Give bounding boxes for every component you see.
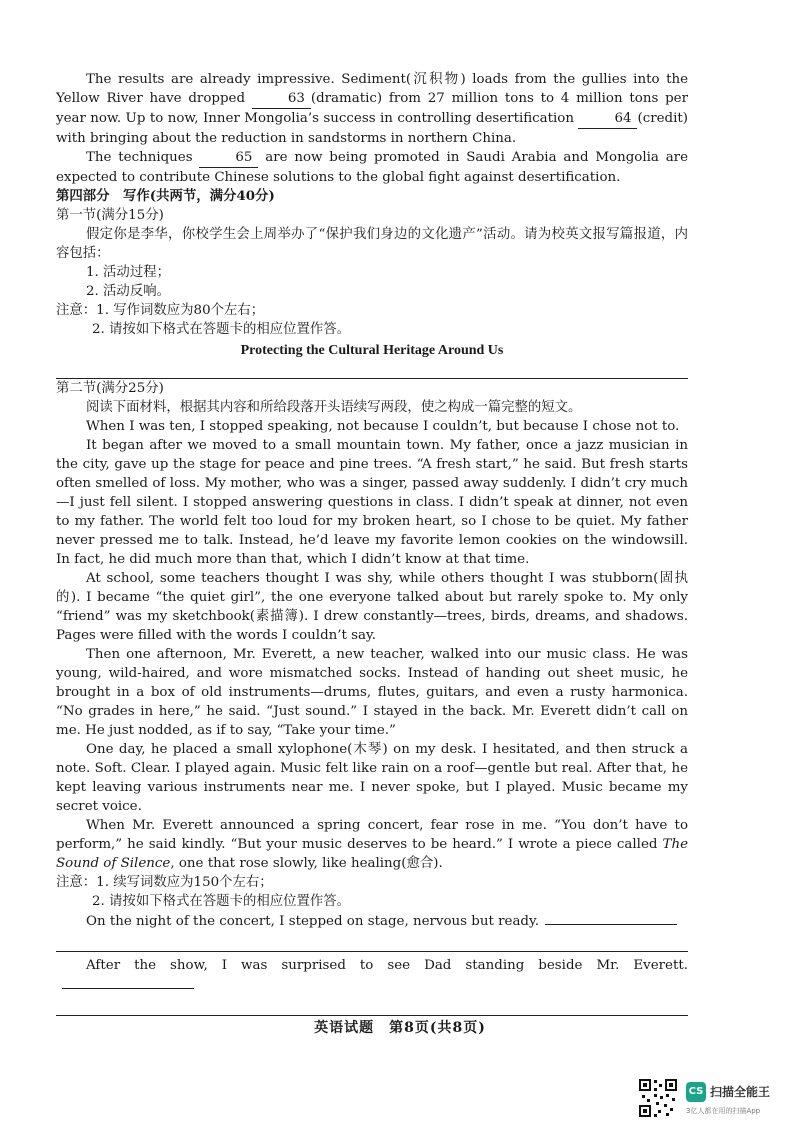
section2-note-2: 2. 请按如下格式在答题卡的相应位置作答。: [92, 894, 351, 909]
section1-note-1: 注意：1. 写作词数应为80个左右；: [56, 303, 265, 318]
essay-title: Protecting the Cultural Heritage Around Us: [240, 343, 504, 358]
essay-answer-line: [56, 360, 688, 379]
part4-heading: 第四部分 写作(共两节，满分40分): [56, 188, 275, 204]
section1-item-1: 1. 活动过程；: [86, 265, 170, 280]
story-paragraph-1: When I was ten, I stopped speaking, not because I couldn’t, but because I chose not to.: [86, 419, 680, 434]
blank-65: 65: [199, 148, 258, 168]
reading-paragraph-1: The results are already impressive. Sediment(沉积物) loads from the gullies into the Yellow River have dropped 63 (dramatic) from 27 million tons to 4 million tons per year now. Up to now, Inner Mongolia’s success in controlling desertification 64 (credit) with bringing about the reduction in sandstorms in northern China.: [56, 72, 688, 146]
answer-line: [62, 975, 194, 989]
answer-line: [545, 911, 677, 925]
story-paragraph-4: Then one afternoon, Mr. Everett, a new teacher, walked into our music class. He was young, wild-haired, and wore mismatched socks. Instead of handing out sheet music, he brought in a box of old instruments—drums, flutes, guitars, and even a rusty harmonica. “No grades in here,” he said. “Just sound.” I stayed in the back. Mr. Everett didn’t call on me. He just nodded, as if to say, “Take your time.”: [56, 647, 688, 738]
section2-note-1: 注意：1. 续写词数应为150个左右；: [56, 875, 273, 890]
story-paragraph-5: One day, he placed a small xylophone(木琴) on my desk. I hesitated, and then struck a note. Soft. Clear. I played again. Music felt like rain on a roof—gentle but real. After that, he kept leaving various instruments near me. I never spoke, but I played. Music became my secret voice.: [56, 742, 688, 814]
continuation-start-2: After the show, I was surprised to see Dad standing beside Mr. Everett.: [56, 956, 688, 995]
scanner-app-name: 扫描全能王: [710, 1085, 771, 1099]
piece-title: The Sound of Silence: [56, 837, 688, 871]
blank-64: 64: [578, 109, 637, 129]
section1-prompt: 假定你是李华，你校学生会上周举办了“保护我们身边的文化遗产”活动。请为校英文报写篇报道，内容包括：: [56, 227, 688, 261]
section1-note-2: 2. 请按如下格式在答题卡的相应位置作答。: [92, 322, 351, 337]
exam-page: [56, 70, 688, 1016]
camscanner-logo-icon: CS: [686, 1082, 706, 1102]
continuation-start-1: On the night of the concert, I stepped on stage, nervous but ready.: [56, 911, 688, 931]
section2-heading: 第二节(满分25分): [56, 381, 164, 396]
scanner-tagline: 3亿人都在用的扫描App: [686, 1107, 761, 1115]
answer-line: [56, 995, 688, 1016]
reading-paragraph-2: The techniques 65 are now being promoted in Saudi Arabia and Mongolia are expected to contribute Chinese solutions to the global fight against desertification.: [56, 150, 689, 185]
section2-prompt: 阅读下面材料，根据其内容和所给段落开头语续写两段，使之构成一篇完整的短文。: [86, 400, 582, 415]
blank-63: 63: [252, 89, 311, 109]
story-paragraph-2: It began after we moved to a small mountain town. My father, once a jazz musician in the city, gave up the stage for peace and pine trees. “A fresh start,” he said. But fresh starts often smelled of loss. My mother, who was a singer, passed away suddenly. I didn’t cry much—I just fell silent. I stopped answering questions in class. I didn’t speak at dinner, not even to my father. The world felt too loud for my broken heart, so I chose to be quiet. My father never pressed me to talk. Instead, he’d leave my favorite lemon cookies on the windowsill. In fact, he did much more than that, which I didn’t know at that time.: [56, 438, 688, 567]
qr-code-icon: [638, 1078, 678, 1118]
story-paragraph-6: When Mr. Everett announced a spring concert, fear rose in me. “You don’t have to perform,” he said kindly. “But your music deserves to be heard.” I wrote a piece called The Sound of Silence, one that rose slowly, like healing(愈合).: [56, 818, 688, 871]
story-paragraph-3: At school, some teachers thought I was shy, while others thought I was stubborn(固执的). I became “the quiet girl”, the one everyone talked about but rarely spoke to. My only “friend” was my sketchbook(素描簿). I drew constantly—trees, birds, dreams, and shadows. Pages were filled with the words I couldn’t say.: [56, 571, 688, 643]
scanner-watermark: [638, 1078, 788, 1122]
page-footer: 英语试题 第8页(共8页): [314, 1020, 486, 1036]
section1-heading: 第一节(满分15分): [56, 208, 164, 223]
section1-item-2: 2. 活动反响。: [86, 284, 170, 299]
answer-line: [56, 931, 688, 952]
